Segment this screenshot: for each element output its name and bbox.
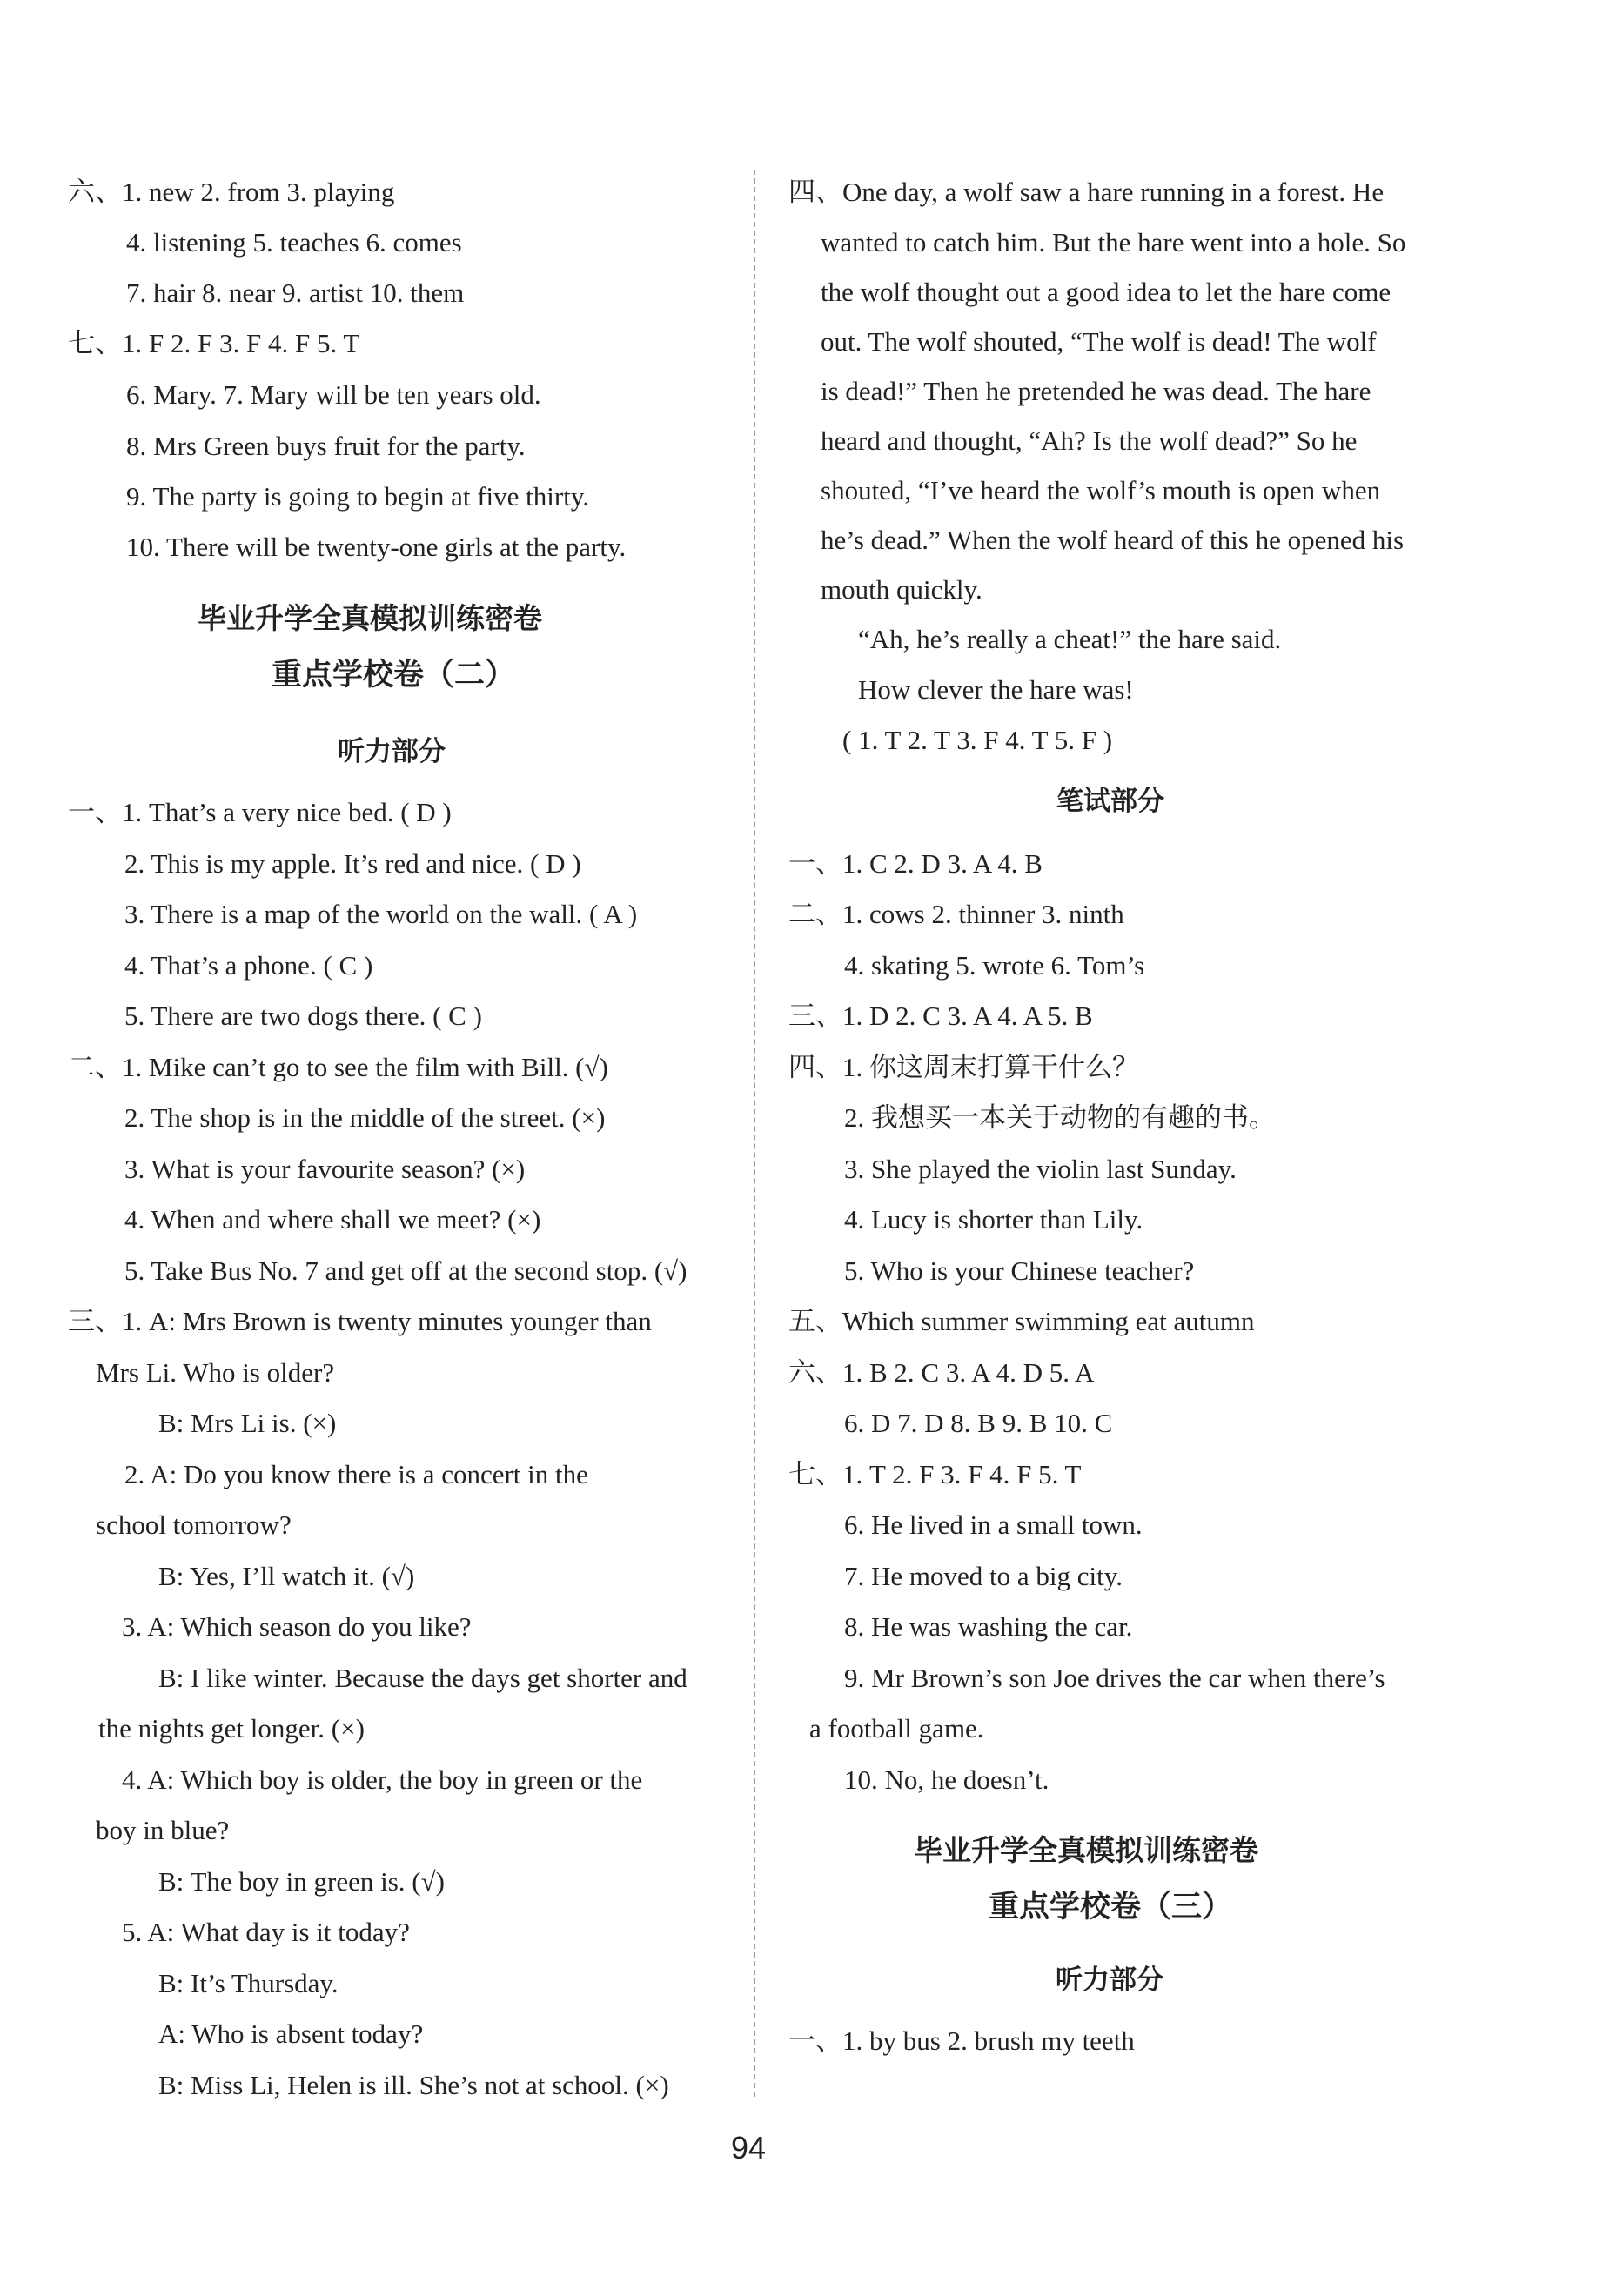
answer-line: heard and thought, “Ah? Is the wolf dead?” So he: [821, 425, 1358, 456]
answer-line: B: I like winter. Because the days get shorter and: [158, 1663, 687, 1693]
answer-line: 5. Take Bus No. 7 and get off at the second stop. (√): [124, 1255, 687, 1286]
answer-line: 三、1. A: Mrs Brown is twenty minutes younger than: [68, 1306, 652, 1336]
exam-subtitle: 重点学校卷（二）: [272, 658, 516, 693]
answer-line: 5. A: What day is it today?: [122, 1917, 410, 1947]
answer-line: 2. A: Do you know there is a concert in the: [124, 1459, 588, 1489]
answer-line: 二、1. cows 2. thinner 3. ninth: [788, 899, 1124, 929]
answer-line: 四、1. 你这周末打算干什么？: [788, 1052, 1139, 1082]
exam-title: 毕业升学全真模拟训练密卷: [914, 1833, 1258, 1867]
page-number: 94: [730, 2130, 767, 2165]
answer-line: 10. No, he doesn’t.: [844, 1764, 1049, 1795]
answer-line: “Ah, he’s really a cheat!” the hare said.: [858, 624, 1282, 654]
answer-line: a football game.: [809, 1713, 984, 1744]
answer-line: 3. There is a map of the world on the wall. ( A ): [124, 899, 638, 929]
answer-line: A: Who is absent today?: [158, 2018, 424, 2049]
answer-line: B: Mrs Li is. (×): [158, 1408, 337, 1438]
answer-line: school tomorrow?: [96, 1509, 292, 1540]
answer-line: 6. He lived in a small town.: [844, 1509, 1143, 1540]
answer-line: 六、1. B 2. C 3. A 4. D 5. A: [788, 1357, 1095, 1388]
answer-line: 8. Mrs Green buys fruit for the party.: [126, 431, 526, 461]
answer-line: 三、1. D 2. C 3. A 4. A 5. B: [788, 1001, 1093, 1031]
answer-line: 5. There are two dogs there. ( C ): [124, 1001, 482, 1031]
answer-line: 7. He moved to a big city.: [844, 1561, 1123, 1591]
answer-line: 五、Which summer swimming eat autumn: [788, 1306, 1255, 1336]
answer-line: 3. What is your favourite season? (×): [124, 1154, 526, 1184]
section-heading: 笔试部分: [1056, 786, 1164, 817]
answer-line: he’s dead.” When the wolf heard of this he opened his: [821, 525, 1405, 555]
answer-line: the wolf thought out a good idea to let the hare come: [821, 277, 1391, 307]
answer-line: 一、1. by bus 2. brush my teeth: [788, 2025, 1135, 2056]
answer-line: 四、One day, a wolf saw a hare running in a forest. He: [788, 177, 1385, 207]
answer-line: 9. The party is going to begin at five thirty.: [126, 481, 590, 512]
answer-line: B: The boy in green is. (√): [158, 1866, 445, 1897]
answer-line: 3. She played the violin last Sunday.: [844, 1154, 1237, 1184]
section-heading: 听力部分: [338, 736, 446, 767]
exam-subtitle: 重点学校卷（三）: [989, 1890, 1233, 1924]
answer-line: 7. hair 8. near 9. artist 10. them: [126, 278, 465, 308]
answer-line: 10. There will be twenty-one girls at the party.: [126, 532, 627, 562]
answer-line: B: Miss Li, Helen is ill. She’s not at school. (×): [158, 2070, 669, 2100]
answer-line: boy in blue?: [96, 1815, 230, 1845]
answer-line: 5. Who is your Chinese teacher?: [844, 1255, 1195, 1286]
answer-line: 七、1. T 2. F 3. F 4. F 5. T: [788, 1459, 1082, 1489]
answer-line: 9. Mr Brown’s son Joe drives the car when there’s: [844, 1663, 1385, 1693]
exam-title: 毕业升学全真模拟训练密卷: [198, 601, 542, 635]
answer-line: 一、1. C 2. D 3. A 4. B: [788, 848, 1043, 879]
answer-line: is dead!” Then he pretended he was dead. The hare: [821, 376, 1371, 406]
answer-line: shouted, “I’ve heard the wolf’s mouth is open when: [821, 475, 1381, 505]
answer-line: 七、1. F 2. F 3. F 4. F 5. T: [68, 328, 360, 358]
answer-line: How clever the hare was!: [858, 674, 1134, 705]
answer-line: out. The wolf shouted, “The wolf is dead! The wolf: [821, 326, 1377, 357]
answer-line: 4. listening 5. teaches 6. comes: [126, 227, 462, 258]
answer-line: 4. When and where shall we meet? (×): [124, 1204, 541, 1235]
answer-line: 一、1. That’s a very nice bed. ( D ): [68, 797, 452, 827]
answer-line: 4. skating 5. wrote 6. Tom’s: [844, 950, 1145, 981]
answer-line: mouth quickly.: [821, 574, 982, 605]
answer-line: 6. Mary. 7. Mary will be ten years old.: [126, 379, 541, 410]
answer-line: 4. A: Which boy is older, the boy in green or the: [122, 1764, 643, 1795]
column-divider: [754, 170, 755, 2097]
answer-line: wanted to catch him. But the hare went into a hole. So: [821, 227, 1406, 258]
answer-line: 8. He was washing the car.: [844, 1611, 1133, 1642]
answer-line: ( 1. T 2. T 3. F 4. T 5. F ): [842, 725, 1113, 755]
answer-line: 4. Lucy is shorter than Lily.: [844, 1204, 1143, 1235]
section-heading: 听力部分: [1056, 1965, 1163, 1996]
answer-line: 4. That’s a phone. ( C ): [124, 950, 373, 981]
answer-line: the nights get longer. (×): [98, 1713, 365, 1744]
answer-line: B: It’s Thursday.: [158, 1968, 339, 1998]
answer-line: 2. The shop is in the middle of the street. (×): [124, 1102, 606, 1133]
answer-line: B: Yes, I’ll watch it. (√): [158, 1561, 415, 1591]
answer-line: Mrs Li. Who is older?: [96, 1357, 335, 1388]
answer-line: 6. D 7. D 8. B 9. B 10. C: [844, 1408, 1113, 1438]
answer-line: 2. This is my apple. It’s red and nice. ( D ): [124, 848, 581, 879]
answer-line: 3. A: Which season do you like?: [122, 1611, 472, 1642]
answer-line: 2. 我想买一本关于动物的有趣的书。: [844, 1102, 1276, 1133]
answer-line: 六、1. new 2. from 3. playing: [68, 177, 395, 207]
answer-line: 二、1. Mike can’t go to see the film with Bill. (√): [68, 1052, 608, 1082]
